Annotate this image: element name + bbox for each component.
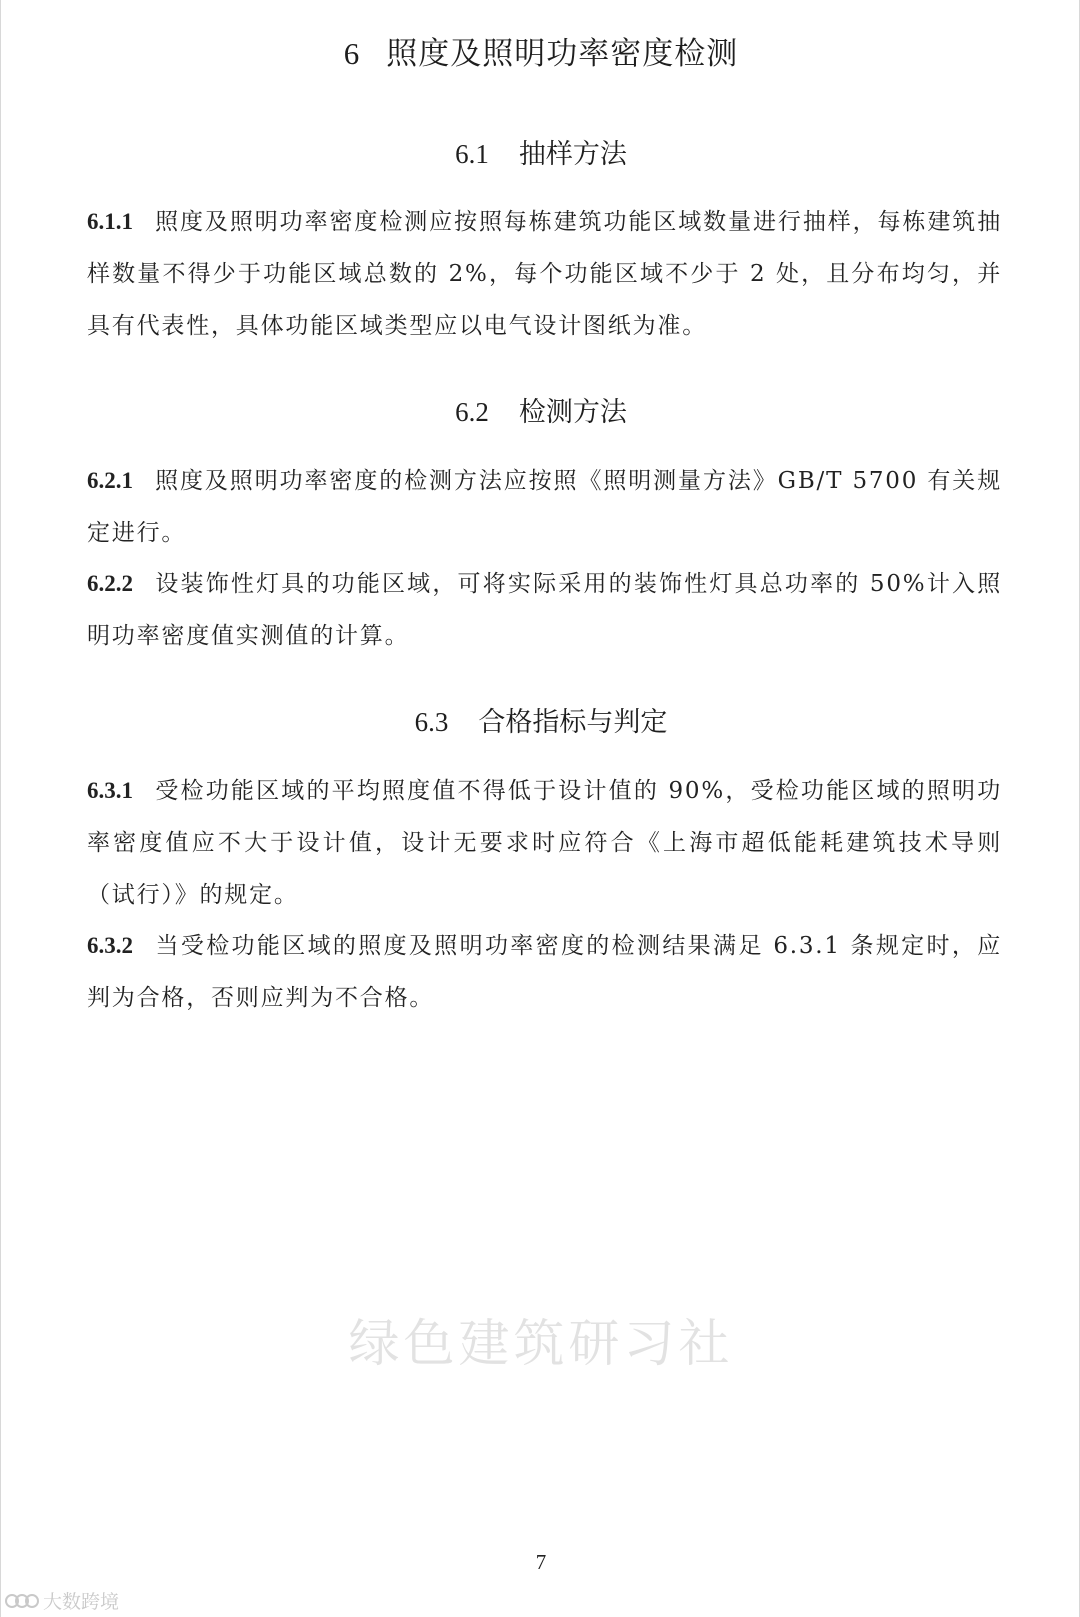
section-number: 6.2 <box>455 397 489 427</box>
clause-6-2-1 <box>87 455 1002 559</box>
hexun-logo-icon <box>5 1591 39 1611</box>
clause-text: 受检功能区域的平均照度值不得低于设计值的 90%，受检功能区域的照明功率密度值应不大于设计值，设计无要求时应符合《上海市超低能耗建筑技术导则（试行）》的规定。 <box>87 778 1002 908</box>
corner-logo <box>5 1587 119 1614</box>
chapter-number: 6 <box>343 36 361 71</box>
clause-number: 6.2.1 <box>87 468 133 493</box>
clause-text: 设装饰性灯具的功能区域，可将实际采用的装饰性灯具总功率的 50%计入照明功率密度值实测值的计算。 <box>87 571 1002 649</box>
clause-text: 当受检功能区域的照度及照明功率密度的检测结果满足 6.3.1 条规定时，应判为合格，否则应判为不合格。 <box>87 933 1002 1011</box>
clause-6-3-2 <box>87 920 1002 1024</box>
section-title-6-3 <box>1 700 1080 739</box>
clause-6-2-2 <box>87 558 1002 662</box>
clause-text: 照度及照明功率密度检测应按照每栋建筑功能区域数量进行抽样，每栋建筑抽样数量不得少于功能区域总数的 2%，每个功能区域不少于 2 处，且分布均匀，并具有代表性，具体功能区域类型应以电气设计图纸为准。 <box>87 209 1002 339</box>
clause-text: 照度及照明功率密度的检测方法应按照《照明测量方法》GB/T 5700 有关规定进行。 <box>87 468 1002 546</box>
corner-logo-text: 大数跨境 <box>43 1591 120 1613</box>
clause-6-3-1 <box>87 765 1002 921</box>
page-number: 7 <box>535 1550 547 1574</box>
section-title-text: 抽样方法 <box>518 139 627 170</box>
clause-number: 6.3.1 <box>87 778 133 803</box>
watermark: 绿色建筑研习社 <box>348 1315 734 1374</box>
clause-number: 6.2.2 <box>87 571 133 596</box>
section-title-text: 检测方法 <box>518 397 627 428</box>
chapter-title-text: 照度及照明功率密度检测 <box>386 36 739 72</box>
section-number: 6.3 <box>414 707 449 737</box>
section-title-text: 合格指标与判定 <box>478 707 668 738</box>
clause-6-1-1 <box>87 196 1002 352</box>
section-number: 6.1 <box>455 139 489 169</box>
clause-number: 6.3.2 <box>87 933 133 958</box>
section-title-6-1 <box>1 132 1080 171</box>
section-title-6-2 <box>1 390 1080 429</box>
clause-number: 6.1.1 <box>87 209 133 234</box>
chapter-title <box>1 28 1080 73</box>
